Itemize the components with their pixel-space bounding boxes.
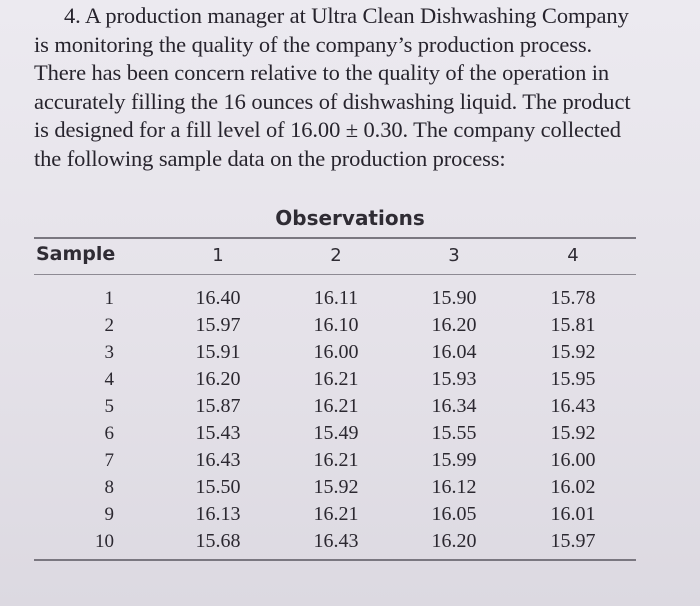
observation-cell: 16.10 xyxy=(313,314,359,336)
sample-number: 8 xyxy=(104,477,114,498)
observation-cell: 15.50 xyxy=(195,476,241,498)
observation-cell: 15.92 xyxy=(550,422,596,444)
observations-table xyxy=(34,201,636,571)
problem-line: the following sample data on the production process: xyxy=(34,145,506,171)
observation-cell: 16.05 xyxy=(431,503,477,525)
observation-cell: 16.34 xyxy=(431,395,477,417)
problem-line: is designed for a fill level of 16.00 ± 0.30. The company collected xyxy=(34,117,621,143)
observation-cell: 15.49 xyxy=(313,422,359,444)
sample-column-heading: Sample xyxy=(36,243,116,265)
sample-number: 9 xyxy=(104,504,114,525)
observation-cell: 16.21 xyxy=(313,395,359,417)
observation-cell: 15.92 xyxy=(550,341,596,363)
observation-cell: 15.92 xyxy=(313,476,359,498)
table-row xyxy=(34,285,636,312)
sample-number: 4 xyxy=(104,369,114,390)
observation-cell: 16.20 xyxy=(431,530,477,552)
table-row xyxy=(34,420,636,447)
sample-number: 1 xyxy=(104,288,114,309)
observation-cell: 15.68 xyxy=(195,530,241,552)
table-row xyxy=(34,447,636,474)
observation-cell: 15.78 xyxy=(550,287,596,309)
sample-number: 3 xyxy=(104,342,114,363)
observation-cell: 16.04 xyxy=(431,341,477,363)
table-row xyxy=(34,528,636,555)
table-header-rule xyxy=(34,274,636,275)
observation-cell: 16.40 xyxy=(195,287,241,309)
observations-heading: Observations xyxy=(275,206,425,230)
observation-cell: 16.13 xyxy=(195,503,241,525)
column-heading-3: 3 xyxy=(448,245,460,266)
table-row xyxy=(34,312,636,339)
observation-cell: 15.93 xyxy=(431,368,477,390)
observation-cell: 15.91 xyxy=(195,341,241,363)
observation-cell: 16.43 xyxy=(195,449,241,471)
column-heading-1: 1 xyxy=(212,245,224,266)
table-row xyxy=(34,474,636,501)
observation-cell: 16.00 xyxy=(313,341,359,363)
observation-cell: 16.00 xyxy=(550,449,596,471)
observation-cell: 16.43 xyxy=(550,395,596,417)
observation-cell: 15.87 xyxy=(195,395,241,417)
column-heading-2: 2 xyxy=(330,245,342,266)
table-bottom-rule xyxy=(34,559,636,561)
observation-cell: 16.43 xyxy=(313,530,359,552)
observation-cell: 16.20 xyxy=(431,314,477,336)
column-heading-4: 4 xyxy=(567,245,579,266)
observation-cell: 15.97 xyxy=(550,530,596,552)
problem-line: accurately filling the 16 ounces of dishwashing liquid. The product xyxy=(34,88,631,114)
observation-cell: 16.21 xyxy=(313,449,359,471)
observation-cell: 15.97 xyxy=(195,314,241,336)
problem-line: is monitoring the quality of the company’s production process. xyxy=(34,31,593,57)
sample-number: 6 xyxy=(104,423,114,444)
observation-cell: 15.99 xyxy=(431,449,477,471)
table-row xyxy=(34,393,636,420)
observation-cell: 16.01 xyxy=(550,503,596,525)
table-top-rule xyxy=(34,237,636,239)
observation-cell: 16.21 xyxy=(313,503,359,525)
observation-cell: 15.90 xyxy=(431,287,477,309)
observation-cell: 16.20 xyxy=(195,368,241,390)
table-row xyxy=(34,366,636,393)
problem-line: There has been concern relative to the quality of the operation in xyxy=(34,60,610,86)
problem-statement xyxy=(34,2,654,174)
sample-number: 10 xyxy=(95,531,114,552)
sample-number: 2 xyxy=(104,315,114,336)
observation-cell: 16.11 xyxy=(313,287,359,309)
observation-cell: 16.12 xyxy=(431,476,477,498)
sample-number: 7 xyxy=(104,450,114,471)
observation-cell: 15.55 xyxy=(431,422,477,444)
table-row xyxy=(34,339,636,366)
problem-line: 4. A production manager at Ultra Clean Dishwashing Company xyxy=(64,3,629,28)
observation-cell: 15.43 xyxy=(195,422,241,444)
observation-cell: 15.81 xyxy=(550,314,596,336)
observation-cell: 16.02 xyxy=(550,476,596,498)
observation-cell: 16.21 xyxy=(313,368,359,390)
table-row xyxy=(34,501,636,528)
observation-cell: 15.95 xyxy=(550,368,596,390)
sample-number: 5 xyxy=(104,396,114,417)
